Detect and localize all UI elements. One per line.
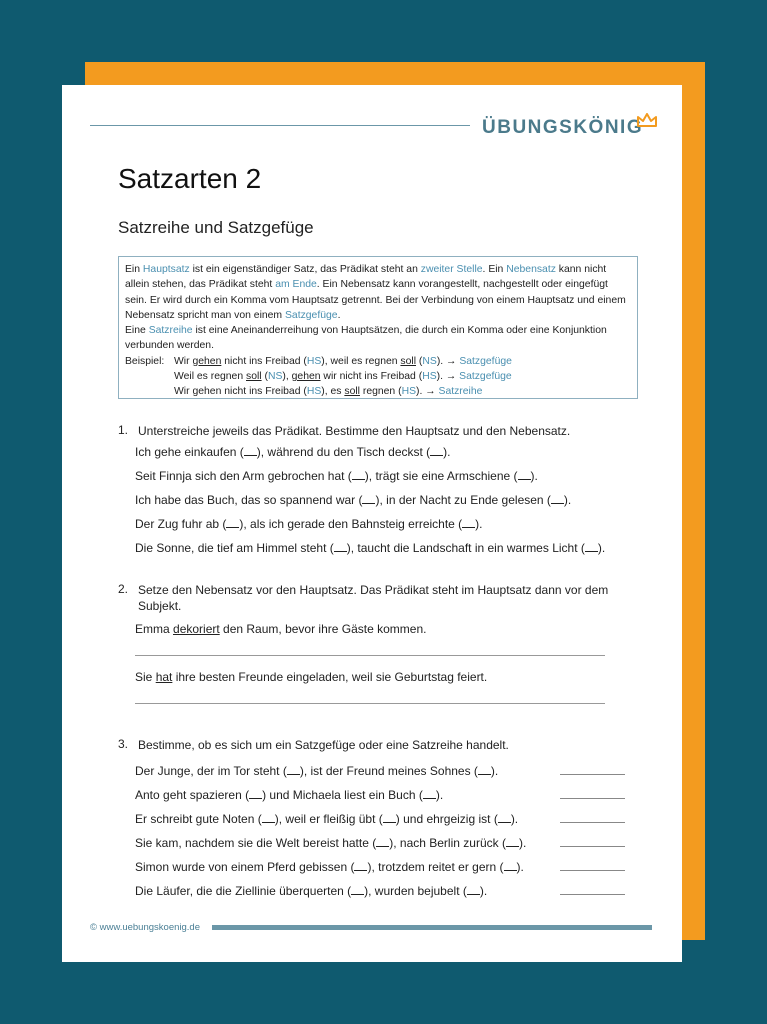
task-3-sentence-5: Simon wurde von einem Pferd gebissen ( ), trotzdem reitet er gern ( ).: [135, 860, 524, 874]
info-paragraph-2: [125, 323, 631, 354]
answer-blank[interactable]: [504, 860, 517, 871]
text-segment: ),: [282, 371, 292, 383]
highlighted-term: Satzreihe: [438, 386, 483, 398]
answer-blank[interactable]: [376, 836, 389, 847]
answer-blank[interactable]: [362, 493, 375, 504]
highlighted-term: HS: [306, 355, 322, 367]
highlighted-term: zweiter Stelle: [420, 264, 483, 275]
answer-blank[interactable]: [383, 812, 396, 823]
text-segment: ihre besten Freunde eingeladen, weil sie Geburtstag feiert.: [172, 670, 488, 684]
highlighted-term: Satzgefüge: [284, 309, 338, 321]
text-segment: . Ein: [482, 264, 507, 275]
example-label: Beispiel:: [125, 355, 165, 367]
example-sentence-3: [174, 386, 482, 397]
answer-blank[interactable]: [585, 541, 598, 552]
text-segment: Eine: [125, 325, 149, 337]
task-1-sentence-2: Seit Finnja sich den Arm gebrochen hat ( ), trägt sie eine Armschiene ( ).: [135, 469, 538, 483]
text-segment: (: [416, 355, 423, 367]
page-subtitle: Satzreihe und Satzgefüge: [118, 218, 314, 237]
answer-blank[interactable]: [352, 469, 365, 480]
answer-blank[interactable]: [262, 812, 275, 823]
text-segment: ). →: [436, 355, 460, 367]
text-segment: Wir: [174, 355, 193, 367]
logo-text: ÜBUNGSKÖNIG: [482, 117, 644, 138]
example-line-3: [125, 384, 631, 399]
info-box: [118, 256, 638, 399]
text-segment: wir nicht ins Freibad (: [320, 371, 423, 383]
answer-blank[interactable]: [354, 860, 367, 871]
text-segment: Weil es regnen: [174, 371, 247, 383]
footer-url[interactable]: © www.uebungskoenig.de: [90, 922, 200, 933]
text-segment: regnen (: [359, 386, 402, 398]
text-segment: Emma: [135, 622, 174, 636]
example-sentence-1: [174, 356, 512, 367]
text-segment: kann nicht allein stehen, das Prädikat steht: [125, 264, 607, 291]
answer-blank[interactable]: [334, 541, 347, 552]
text-segment: ). →: [416, 386, 439, 398]
task-3-sentence-2: Anto geht spazieren ( ) und Michaela liest ein Buch ( ).: [135, 788, 444, 802]
task-instruction: Setze den Nebensatz vor den Hauptsatz. Das Prädikat steht im Hauptsatz dann vor dem Subjekt.: [138, 583, 609, 613]
task-3-sentence-3: Er schreibt gute Noten ( ), weil er fleißig übt ( ) und ehrgeizig ist ( ).: [135, 812, 519, 826]
header-rule: [90, 125, 470, 126]
task-1-sentence-1: Ich gehe einkaufen ( ), während du den Tisch deckst ( ).: [135, 445, 451, 459]
answer-blank[interactable]: [423, 788, 436, 799]
answer-blank[interactable]: [498, 812, 511, 823]
example-sentence-2: [174, 371, 512, 382]
example-line-2: [125, 369, 631, 384]
task-1-sentence-5: Die Sonne, die tief am Himmel steht ( ), taucht die Landschaft in ein warmes Licht ( ).: [135, 541, 606, 555]
text-segment: ), weil es regnen: [321, 355, 401, 367]
crown-icon: [637, 113, 657, 127]
text-segment: Wir gehen nicht ins Freibad (: [174, 386, 307, 398]
example-line-1: [125, 354, 631, 369]
underlined-word: soll: [246, 371, 262, 383]
answer-line[interactable]: [560, 846, 625, 847]
underlined-word: hat: [155, 670, 173, 684]
task-2-sentence-1: [135, 622, 426, 636]
underlined-word: soll: [400, 355, 417, 367]
task-3-sentence-4: Sie kam, nachdem sie die Welt bereist hatte ( ), nach Berlin zurück ( ).: [135, 836, 527, 850]
underlined-word: gehen: [291, 371, 321, 383]
answer-blank[interactable]: [249, 788, 262, 799]
highlighted-term: HS: [422, 371, 437, 383]
task-number: 2.: [118, 582, 129, 596]
text-segment: .: [337, 309, 341, 321]
highlighted-term: HS: [306, 386, 322, 398]
highlighted-term: HS: [401, 386, 416, 398]
answer-blank[interactable]: [244, 445, 257, 456]
text-segment: ). →: [436, 371, 460, 383]
text-segment: . Ein Nebensatz kann vorangestellt, nachgestellt oder eingefügt sein. Er wird durch ein Komma vom Hauptsatz getrennt. Bei der Verbindung von einem Hauptsatz und einem Nebensatz spricht man von einem: [125, 279, 626, 321]
underlined-word: dekoriert: [173, 622, 220, 636]
highlighted-term: NS: [422, 355, 437, 367]
text-segment: nicht ins Freibad (: [221, 355, 307, 367]
task-3-sentence-1: Der Junge, der im Tor steht ( ), ist der Freund meines Sohnes ( ).: [135, 764, 499, 778]
task-number: 1.: [118, 423, 129, 437]
answer-blank[interactable]: [506, 836, 519, 847]
text-segment: den Raum, bevor ihre Gäste kommen.: [219, 622, 427, 636]
task-number: 3.: [118, 737, 129, 751]
task-1-sentence-3: Ich habe das Buch, das so spannend war ( ), in der Nacht zu Ende gelesen ( ).: [135, 493, 572, 507]
answer-line[interactable]: [560, 798, 625, 799]
answer-line[interactable]: [560, 774, 625, 775]
text-segment: ist eine Aneinanderreihung von Hauptsätzen, die durch ein Komma oder eine Konjunktion verbunden werden.: [125, 325, 607, 352]
worksheet-page: [62, 85, 682, 962]
answer-blank[interactable]: [351, 884, 364, 895]
answer-write-line[interactable]: [135, 655, 605, 656]
highlighted-term: NS: [267, 371, 283, 383]
text-segment: ), es: [321, 386, 345, 398]
underlined-word: soll: [344, 386, 360, 398]
answer-blank[interactable]: [467, 884, 480, 895]
answer-blank[interactable]: [518, 469, 531, 480]
task-3-sentence-6: Die Läufer, die die Ziellinie überquerten ( ), wurden bejubelt ( ).: [135, 884, 488, 898]
footer-bar: [212, 925, 652, 930]
answer-blank[interactable]: [287, 764, 300, 775]
highlighted-term: Satzgefüge: [459, 355, 512, 367]
answer-write-line[interactable]: [135, 703, 605, 704]
text-segment: Sie: [135, 670, 156, 684]
highlighted-term: Hauptsatz: [142, 264, 190, 275]
answer-line[interactable]: [560, 894, 625, 895]
answer-blank[interactable]: [226, 517, 239, 528]
task-2-sentence-2: [135, 670, 487, 684]
info-paragraph-1: [125, 262, 631, 323]
task-instruction: Bestimme, ob es sich um ein Satzgefüge oder eine Satzreihe handelt.: [138, 738, 509, 752]
answer-line[interactable]: [560, 870, 625, 871]
answer-blank[interactable]: [462, 517, 475, 528]
task-1-sentence-4: Der Zug fuhr ab ( ), als ich gerade den Bahnsteig erreichte ( ).: [135, 517, 483, 531]
answer-blank[interactable]: [551, 493, 564, 504]
underlined-word: gehen: [192, 355, 222, 367]
answer-blank[interactable]: [478, 764, 491, 775]
text-segment: ist ein eigenständiger Satz, das Prädikat steht an: [189, 264, 421, 275]
text-segment: (: [261, 371, 268, 383]
highlighted-term: Satzreihe: [148, 325, 193, 337]
text-segment: Ein: [125, 264, 143, 275]
task-instruction: Unterstreiche jeweils das Prädikat. Bestimme den Hauptsatz und den Nebensatz.: [138, 424, 571, 438]
highlighted-term: Nebensatz: [506, 264, 556, 275]
highlighted-term: am Ende: [275, 279, 317, 291]
answer-blank[interactable]: [430, 445, 443, 456]
answer-line[interactable]: [560, 822, 625, 823]
highlighted-term: Satzgefüge: [459, 371, 512, 383]
page-title: Satzarten 2: [118, 163, 262, 194]
